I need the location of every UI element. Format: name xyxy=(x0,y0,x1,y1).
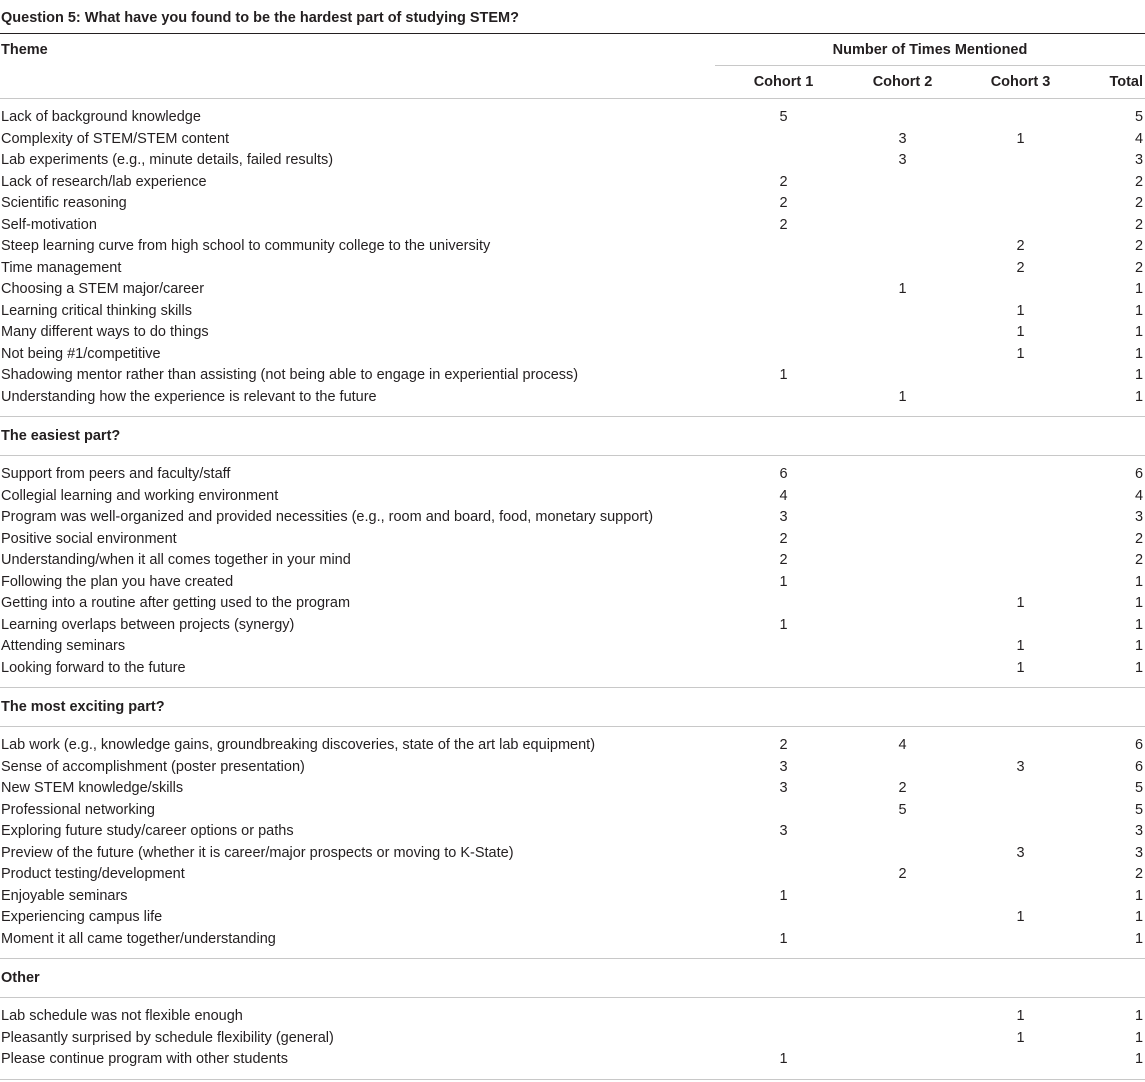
cohort-3-cell: 1 xyxy=(1016,638,1025,654)
cohort-2-cell: 2 xyxy=(898,780,907,796)
cohort-1-cell xyxy=(715,843,852,865)
cohort-2-cell xyxy=(852,464,953,486)
section-header-row xyxy=(0,959,1145,998)
section-header-row xyxy=(0,417,1145,456)
cohort-2-cell xyxy=(852,365,953,387)
table-body xyxy=(0,99,1145,1080)
cohort-1-cell xyxy=(715,800,852,822)
cohort-3-cell xyxy=(953,529,1088,551)
spacer-cell xyxy=(0,679,1145,688)
cohort-3-cell: 2 xyxy=(1016,259,1025,276)
spacer-cell xyxy=(0,1071,1145,1080)
theme-cell: Collegial learning and working environment xyxy=(1,487,279,504)
theme-cell: Experiencing campus life xyxy=(1,909,163,925)
theme-cell: New STEM knowledge/skills xyxy=(1,780,184,796)
cohort-1-cell xyxy=(715,344,852,366)
header-cohort-1: Cohort 1 xyxy=(753,74,814,90)
table-row xyxy=(0,107,1145,129)
spacer-row xyxy=(0,99,1145,108)
cohort-2-cell xyxy=(852,344,953,366)
cohort-3-cell: 2 xyxy=(1016,238,1025,254)
header-cohort-3: Cohort 3 xyxy=(990,74,1051,90)
theme-cell: Lab work (e.g., knowledge gains, groundbreaking discoveries, state of the art lab equipment) xyxy=(1,737,596,753)
total-cell: 1 xyxy=(1134,345,1144,362)
cohort-1-cell xyxy=(715,864,852,886)
theme-cell: Self-motivation xyxy=(1,216,97,233)
table-row xyxy=(0,1006,1145,1028)
theme-cell: Lab experiments (e.g., minute details, failed results) xyxy=(1,152,334,168)
total-cell: 1 xyxy=(1134,302,1144,319)
cohort-1-cell xyxy=(715,258,852,280)
cohort-3-cell xyxy=(953,572,1088,594)
cohort-2-cell xyxy=(852,593,953,615)
cohort-2-cell xyxy=(852,1049,953,1071)
cohort-3-cell: 1 xyxy=(1016,909,1025,925)
table-row xyxy=(0,507,1145,529)
total-cell: 1 xyxy=(1134,616,1144,633)
cohort-1-cell xyxy=(715,301,852,323)
table-row xyxy=(0,193,1145,215)
cohort-3-cell xyxy=(953,821,1088,843)
spacer-cell xyxy=(0,456,1145,465)
theme-cell: Understanding/when it all comes together in your mind xyxy=(1,552,351,568)
cohort-1-cell xyxy=(715,322,852,344)
cohort-1-cell xyxy=(715,1028,852,1050)
cohort-1-cell: 1 xyxy=(779,887,788,904)
cohort-1-cell xyxy=(715,636,852,658)
table-row xyxy=(0,365,1145,387)
theme-cell: Many different ways to do things xyxy=(1,324,209,340)
spacer-cell xyxy=(0,99,1145,108)
table-row xyxy=(0,258,1145,280)
cohort-1-cell xyxy=(715,279,852,301)
total-cell: 3 xyxy=(1134,152,1144,168)
cohort-3-cell xyxy=(953,387,1088,409)
cohort-2-cell xyxy=(852,615,953,637)
cohort-1-cell: 2 xyxy=(779,216,788,233)
cohort-3-cell xyxy=(953,107,1088,129)
cohort-3-cell xyxy=(953,215,1088,237)
table-row xyxy=(0,529,1145,551)
table-row xyxy=(0,215,1145,237)
theme-cell: Support from peers and faculty/staff xyxy=(1,466,231,482)
cohort-3-cell xyxy=(953,193,1088,215)
cohort-2-cell xyxy=(852,636,953,658)
cohort-1-cell xyxy=(715,1006,852,1028)
cohort-2-cell xyxy=(852,757,953,779)
cohort-1-cell xyxy=(715,150,852,172)
cohort-3-cell xyxy=(953,886,1088,908)
table-row xyxy=(0,907,1145,929)
total-cell: 1 xyxy=(1134,1051,1144,1067)
cohort-2-cell xyxy=(852,322,953,344)
table-row xyxy=(0,1028,1145,1050)
cohort-2-cell xyxy=(852,658,953,680)
table-row xyxy=(0,344,1145,366)
spacer-row xyxy=(0,727,1145,736)
spacer-row xyxy=(0,950,1145,959)
theme-cell: Lab schedule was not flexible enough xyxy=(1,1008,243,1024)
cohort-2-cell xyxy=(852,1028,953,1050)
cohort-3-cell xyxy=(953,507,1088,529)
cohort-1-cell: 4 xyxy=(779,487,788,504)
cohort-2-cell xyxy=(852,907,953,929)
theme-cell: Shadowing mentor rather than assisting (not being able to engage in experiential process) xyxy=(1,367,579,383)
spacer-cell xyxy=(0,998,1145,1007)
table-row xyxy=(0,129,1145,151)
total-cell: 1 xyxy=(1134,367,1144,383)
header-theme: Theme xyxy=(1,42,48,58)
total-cell: 1 xyxy=(1134,388,1144,405)
theme-cell: Learning critical thinking skills xyxy=(1,302,192,319)
cohort-3-cell: 3 xyxy=(1016,844,1025,861)
section-title: The most exciting part? xyxy=(1,699,165,715)
table-row xyxy=(0,550,1145,572)
theme-cell: Lack of research/lab experience xyxy=(1,173,207,190)
table-row xyxy=(0,929,1145,951)
cohort-3-cell: 1 xyxy=(1016,595,1025,611)
theme-cell: Not being #1/competitive xyxy=(1,345,161,362)
total-cell: 4 xyxy=(1134,130,1144,147)
cohort-1-cell: 3 xyxy=(779,509,788,525)
theme-cell: Following the plan you have created xyxy=(1,573,234,590)
cohort-1-cell xyxy=(715,129,852,151)
cohort-1-cell: 1 xyxy=(779,616,788,633)
cohort-3-cell xyxy=(953,550,1088,572)
cohort-2-cell xyxy=(852,215,953,237)
total-cell: 5 xyxy=(1134,109,1144,125)
cohort-2-cell xyxy=(852,821,953,843)
cohort-3-cell: 1 xyxy=(1016,130,1025,147)
spacer-cell xyxy=(0,727,1145,736)
cohort-2-cell xyxy=(852,258,953,280)
total-cell: 2 xyxy=(1134,259,1144,276)
cohort-2-cell: 4 xyxy=(898,737,907,753)
total-cell: 2 xyxy=(1134,238,1144,254)
total-cell: 2 xyxy=(1134,552,1144,568)
total-cell: 3 xyxy=(1134,844,1144,861)
total-cell: 1 xyxy=(1134,638,1144,654)
cohort-1-cell: 1 xyxy=(779,367,788,383)
table-row xyxy=(0,843,1145,865)
theme-cell: Positive social environment xyxy=(1,530,177,547)
cohort-1-cell xyxy=(715,907,852,929)
table-row xyxy=(0,301,1145,323)
cohort-2-cell: 2 xyxy=(898,866,907,882)
header-number-of-times-mentioned: Number of Times Mentioned xyxy=(715,34,1145,66)
total-cell: 2 xyxy=(1134,530,1144,547)
theme-cell: Steep learning curve from high school to community college to the university xyxy=(1,238,491,254)
theme-cell: Please continue program with other students xyxy=(1,1051,288,1067)
section-title: The easiest part? xyxy=(1,428,121,444)
cohort-3-cell xyxy=(953,486,1088,508)
cohort-3-cell xyxy=(953,864,1088,886)
cohort-3-cell xyxy=(953,279,1088,301)
theme-cell: Scientific reasoning xyxy=(1,195,127,211)
total-cell: 3 xyxy=(1134,509,1144,525)
cohort-2-cell: 3 xyxy=(898,130,907,147)
theme-cell: Getting into a routine after getting used to the program xyxy=(1,595,351,611)
cohort-1-cell xyxy=(715,387,852,409)
cohort-1-cell: 2 xyxy=(779,173,788,190)
theme-cell: Product testing/development xyxy=(1,866,185,882)
table-row xyxy=(0,757,1145,779)
theme-cell: Pleasantly surprised by schedule flexibility (general) xyxy=(1,1029,334,1046)
cohort-2-cell xyxy=(852,929,953,951)
cohort-1-cell: 2 xyxy=(779,552,788,568)
table-row xyxy=(0,1049,1145,1071)
total-cell: 6 xyxy=(1134,466,1144,482)
cohort-3-cell xyxy=(953,735,1088,757)
spacer-row xyxy=(0,456,1145,465)
table-row xyxy=(0,864,1145,886)
cohort-3-cell xyxy=(953,150,1088,172)
header-row-group xyxy=(0,34,1145,66)
table-caption: Question 5: What have you found to be the hardest part of studying STEM? xyxy=(0,0,1145,34)
cohort-2-cell: 5 xyxy=(898,801,907,818)
theme-cell: Attending seminars xyxy=(1,638,126,654)
cohort-2-cell xyxy=(852,172,953,194)
table-row xyxy=(0,572,1145,594)
table-row xyxy=(0,658,1145,680)
spacer-row xyxy=(0,998,1145,1007)
total-cell: 4 xyxy=(1134,487,1144,504)
table-row xyxy=(0,593,1145,615)
cohort-1-cell: 2 xyxy=(779,737,788,753)
table-row xyxy=(0,486,1145,508)
cohort-3-cell: 1 xyxy=(1016,302,1025,319)
table-row xyxy=(0,821,1145,843)
total-cell: 1 xyxy=(1134,595,1144,611)
theme-cell: Professional networking xyxy=(1,801,155,818)
total-cell: 2 xyxy=(1134,173,1144,190)
cohort-2-cell xyxy=(852,550,953,572)
cohort-2-cell xyxy=(852,301,953,323)
cohort-2-cell xyxy=(852,886,953,908)
theme-cell: Looking forward to the future xyxy=(1,659,186,676)
table-row xyxy=(0,322,1145,344)
cohort-3-cell: 1 xyxy=(1016,1008,1025,1024)
total-cell: 3 xyxy=(1134,823,1144,839)
cohort-3-cell xyxy=(953,778,1088,800)
theme-cell: Sense of accomplishment (poster presentation) xyxy=(1,758,305,775)
total-cell: 1 xyxy=(1134,887,1144,904)
theme-cell: Choosing a STEM major/career xyxy=(1,281,205,297)
cohort-1-cell: 6 xyxy=(779,466,788,482)
spacer-cell xyxy=(0,950,1145,959)
cohort-2-cell xyxy=(852,107,953,129)
total-cell: 1 xyxy=(1134,659,1144,676)
cohort-1-cell: 2 xyxy=(779,195,788,211)
cohort-2-cell xyxy=(852,1006,953,1028)
cohort-3-cell: 1 xyxy=(1016,1029,1025,1046)
cohort-2-cell xyxy=(852,486,953,508)
theme-cell: Exploring future study/career options or paths xyxy=(1,823,294,839)
theme-cell: Program was well-organized and provided necessities (e.g., room and board, food, monetary support) xyxy=(1,509,654,525)
table-row xyxy=(0,800,1145,822)
cohort-3-cell xyxy=(953,464,1088,486)
theme-cell: Complexity of STEM/STEM content xyxy=(1,130,230,147)
spacer-cell xyxy=(0,408,1145,417)
cohort-3-cell: 1 xyxy=(1016,324,1025,340)
theme-cell: Learning overlaps between projects (synergy) xyxy=(1,616,295,633)
cohort-1-cell xyxy=(715,236,852,258)
total-cell: 1 xyxy=(1134,1008,1144,1024)
cohort-1-cell xyxy=(715,658,852,680)
cohort-3-cell xyxy=(953,172,1088,194)
table-row xyxy=(0,735,1145,757)
cohort-1-cell: 5 xyxy=(779,109,788,125)
cohort-2-cell: 3 xyxy=(898,152,907,168)
cohort-3-cell xyxy=(953,800,1088,822)
total-cell: 2 xyxy=(1134,195,1144,211)
table-row xyxy=(0,172,1145,194)
total-cell: 5 xyxy=(1134,780,1144,796)
table-row xyxy=(0,636,1145,658)
total-cell: 2 xyxy=(1134,866,1144,882)
table-row xyxy=(0,150,1145,172)
table-row xyxy=(0,778,1145,800)
cohort-2-cell: 1 xyxy=(898,388,907,405)
theme-cell: Preview of the future (whether it is career/major prospects or moving to K-State) xyxy=(1,844,514,861)
total-cell: 1 xyxy=(1134,909,1144,925)
cohort-2-cell xyxy=(852,236,953,258)
cohort-3-cell xyxy=(953,1049,1088,1071)
themes-table xyxy=(0,34,1145,1080)
cohort-2-cell xyxy=(852,193,953,215)
theme-cell: Lack of background knowledge xyxy=(1,109,201,125)
cohort-1-cell: 1 xyxy=(779,930,788,947)
header-total: Total xyxy=(1109,74,1144,90)
cohort-2-cell: 1 xyxy=(898,281,907,297)
cohort-3-cell xyxy=(953,929,1088,951)
cohort-1-cell: 2 xyxy=(779,530,788,547)
total-cell: 1 xyxy=(1134,324,1144,340)
table-row xyxy=(0,886,1145,908)
cohort-1-cell: 3 xyxy=(779,758,788,775)
theme-cell: Moment it all came together/understanding xyxy=(1,930,276,947)
cohort-3-cell: 3 xyxy=(1016,758,1025,775)
total-cell: 1 xyxy=(1134,281,1144,297)
cohort-1-cell: 3 xyxy=(779,823,788,839)
table-row xyxy=(0,279,1145,301)
spacer-row xyxy=(0,1071,1145,1080)
section-header-row xyxy=(0,688,1145,727)
header-cohort-2: Cohort 2 xyxy=(872,74,933,90)
cohort-2-cell xyxy=(852,843,953,865)
total-cell: 6 xyxy=(1134,737,1144,753)
total-cell: 2 xyxy=(1134,216,1144,233)
theme-cell: Time management xyxy=(1,259,122,276)
cohort-3-cell xyxy=(953,615,1088,637)
cohort-3-cell: 1 xyxy=(1016,659,1025,676)
total-cell: 1 xyxy=(1134,573,1144,590)
cohort-1-cell: 1 xyxy=(779,573,788,590)
total-cell: 1 xyxy=(1134,1029,1144,1046)
cohort-1-cell xyxy=(715,593,852,615)
cohort-3-cell xyxy=(953,365,1088,387)
cohort-1-cell: 3 xyxy=(779,780,788,796)
total-cell: 5 xyxy=(1134,801,1144,818)
total-cell: 6 xyxy=(1134,758,1144,775)
table-row xyxy=(0,464,1145,486)
table-row xyxy=(0,615,1145,637)
section-title: Other xyxy=(1,970,40,986)
cohort-2-cell xyxy=(852,507,953,529)
spacer-row xyxy=(0,679,1145,688)
spacer-row xyxy=(0,408,1145,417)
theme-cell: Enjoyable seminars xyxy=(1,887,128,904)
cohort-1-cell: 1 xyxy=(779,1051,788,1067)
table-row xyxy=(0,387,1145,409)
total-cell: 1 xyxy=(1134,930,1144,947)
cohort-2-cell xyxy=(852,572,953,594)
cohort-2-cell xyxy=(852,529,953,551)
cohort-3-cell: 1 xyxy=(1016,345,1025,362)
theme-cell: Understanding how the experience is relevant to the future xyxy=(1,388,377,405)
table-row xyxy=(0,236,1145,258)
